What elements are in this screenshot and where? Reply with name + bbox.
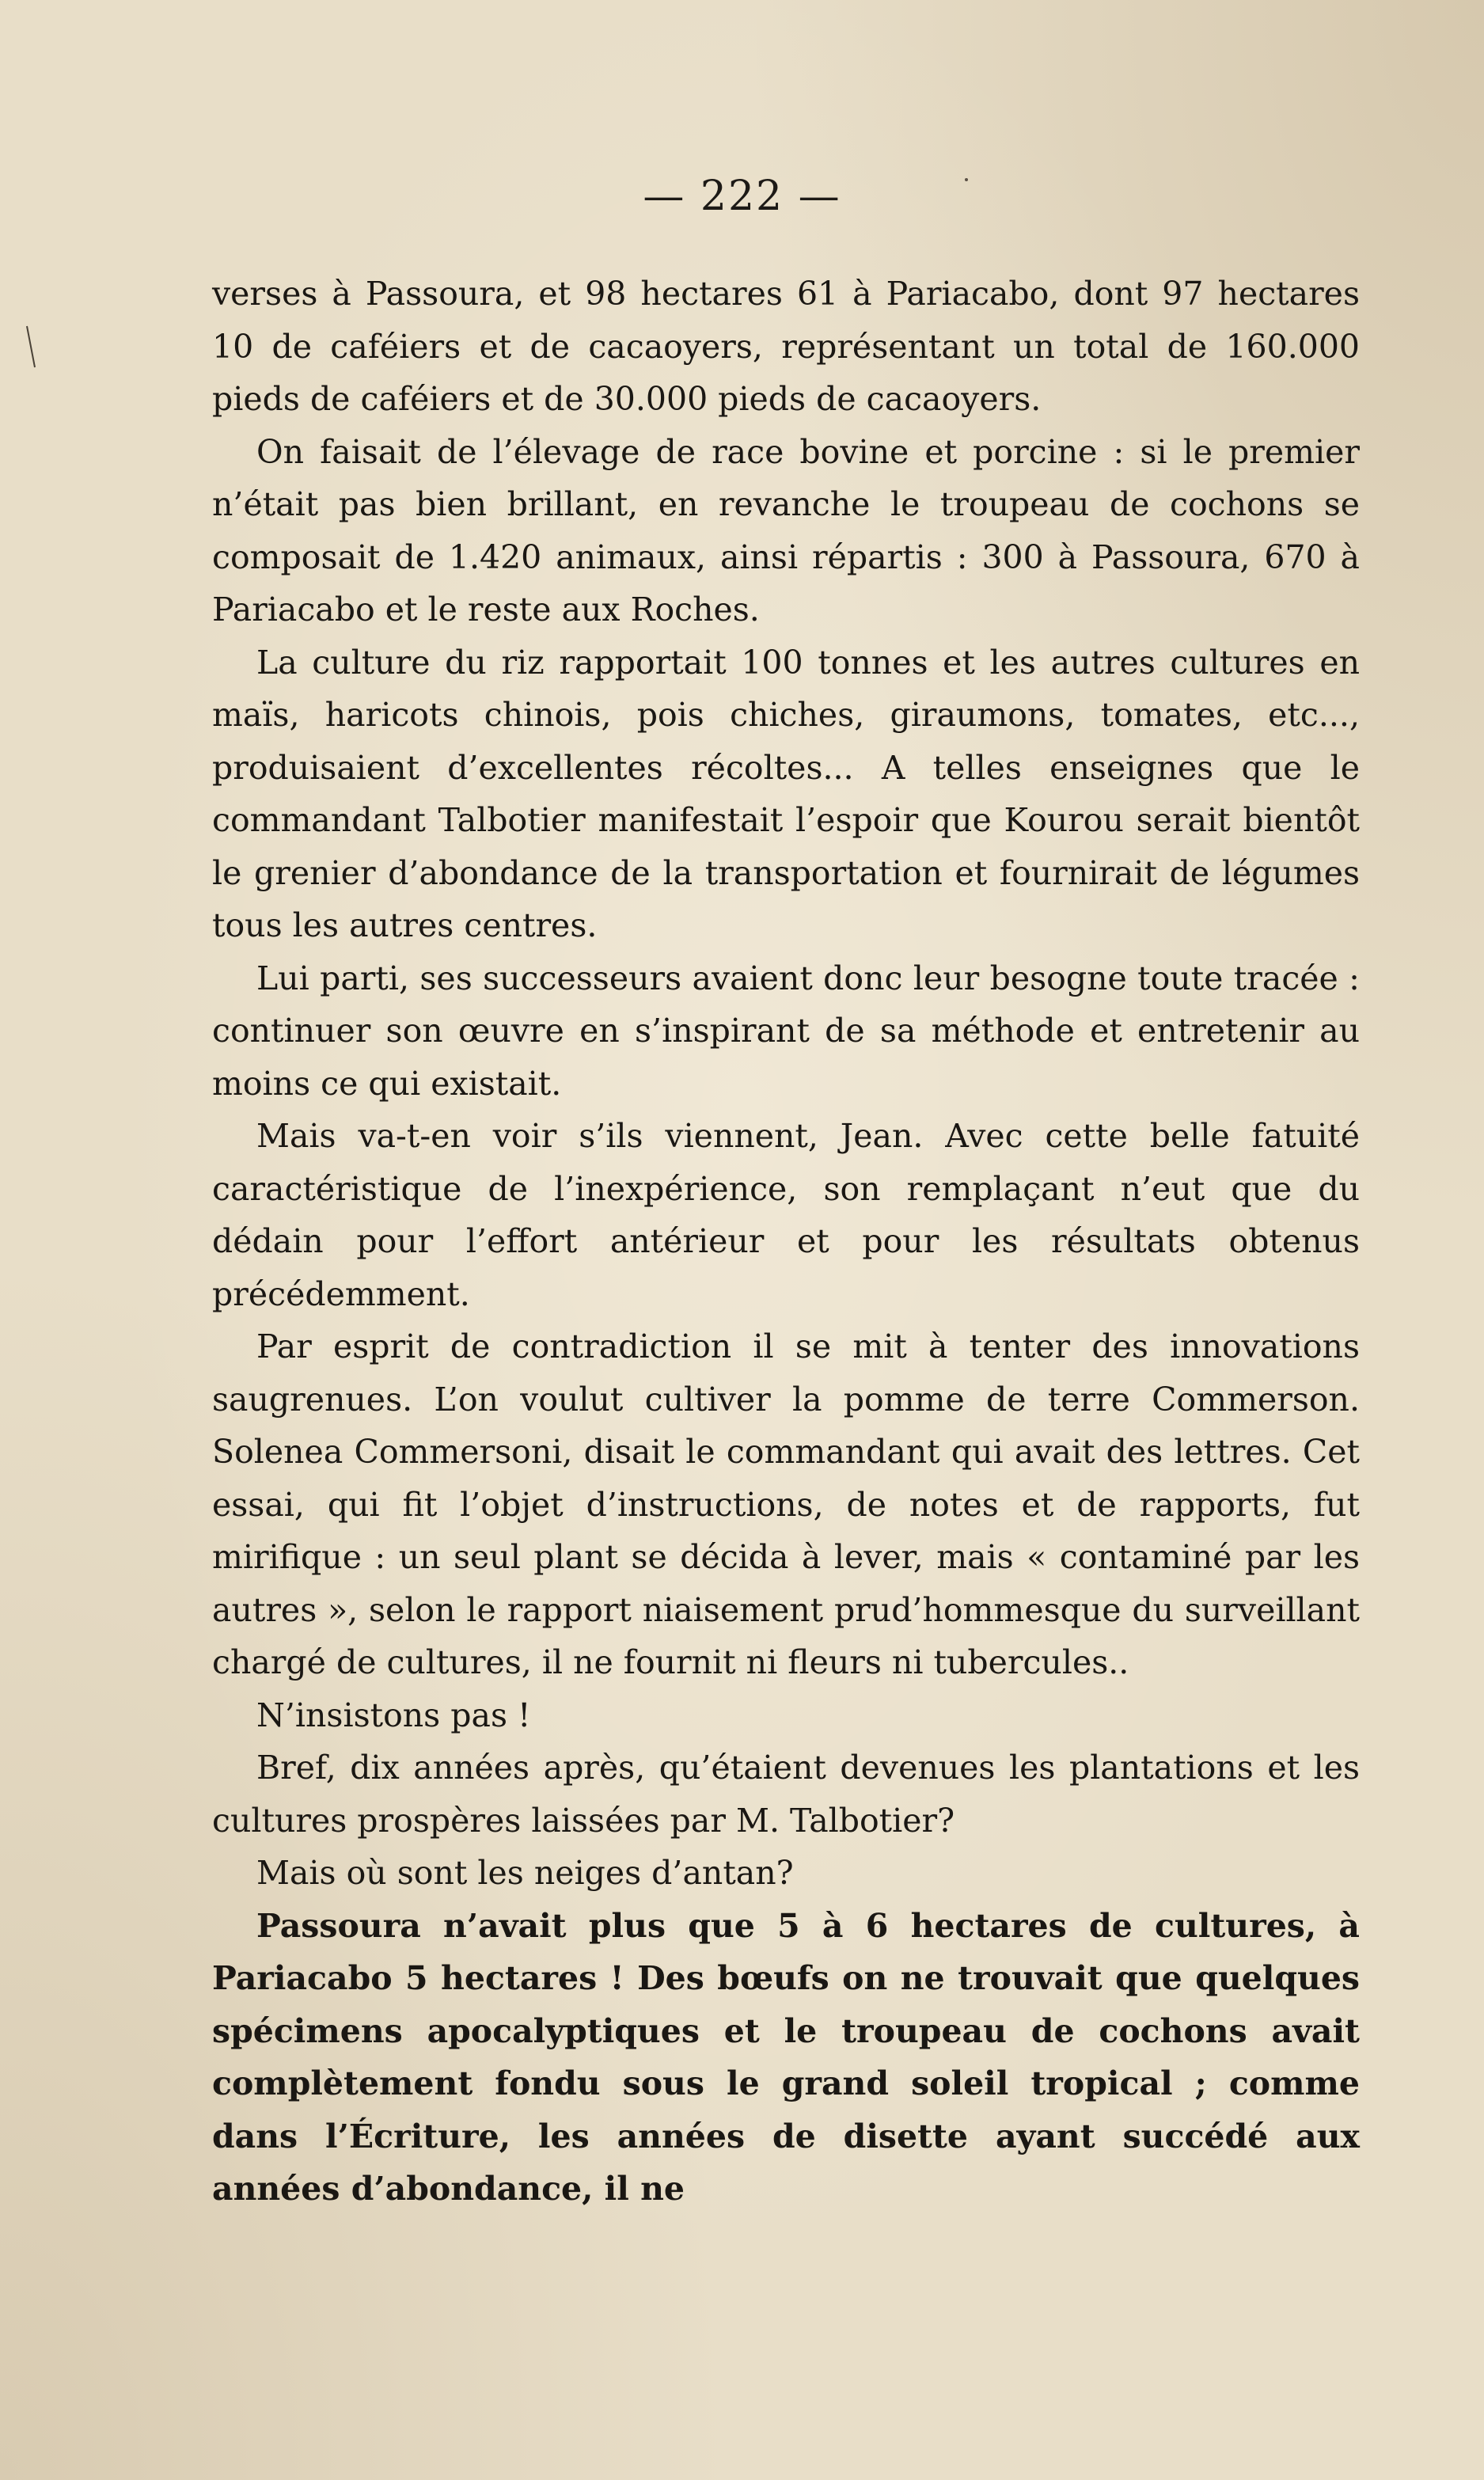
paragraph: verses à Passoura, et 98 hectares 61 à Pariacabo, dont 97 hectares 10 de caféiers et de cacaoyers, représentant un total de 160.000 pieds de caféiers et de 30.000 pieds de cacaoyers. bbox=[212, 275, 1360, 418]
page-number: — 222 — bbox=[643, 173, 841, 220]
paragraph: Par esprit de contradiction il se mit à tenter des innovations saugrenues. L’on voulut cultiver la pomme de terre Commerson. Solenea Commersoni, disait le commandant qui avait des lettres. Cet essai, qui fit l’objet d’instructions, de notes et de rapports, fut mirifique : un seul plant se décida à lever, mais « contaminé par les autres », selon le rapport niaisement prud’hommesque du surveillant chargé de cultures, il ne fournit ni fleurs ni tubercules.. bbox=[212, 1327, 1360, 1681]
paragraph: Lui parti, ses successeurs avaient donc leur besogne toute tracée : continuer son œuvre en s’inspirant de sa méthode et entretenir au moins ce qui existait. bbox=[212, 959, 1360, 1103]
body-text bbox=[212, 268, 1360, 2216]
paragraph: On faisait de l’élevage de race bovine et porcine : si le premier n’était pas bien brillant, en revanche le troupeau de cochons se composait de 1.420 animaux, ainsi répartis : 300 à Passoura, 670 à Pariacabo et le reste aux Roches. bbox=[212, 432, 1360, 629]
paragraph: N’insistons pas ! bbox=[256, 1696, 531, 1734]
paragraph: La culture du riz rapportait 100 tonnes et les autres cultures en maïs, haricots chinois, pois chiches, giraumons, tomates, etc..., produisaient d’excellentes récoltes... A telles enseignes que le commandant Talbotier manifestait l’espoir que Kourou serait bientôt le grenier d’abondance de la transportation et fournirait de légumes tous les autres centres. bbox=[212, 643, 1360, 944]
paragraph: Mais où sont les neiges d’antan? bbox=[256, 1854, 794, 1892]
print-speck bbox=[962, 176, 970, 184]
paragraph: Bref, dix années après, qu’étaient devenues les plantations et les cultures prospères laissées par M. Talbotier? bbox=[212, 1749, 1360, 1840]
margin-mark bbox=[24, 325, 40, 372]
paragraph: Passoura n’avait plus que 5 à 6 hectares de cultures, à Pariacabo 5 hectares ! Des bœufs on ne trouvait que quelques spécimens apocalyptiques et le troupeau de cochons avait complètement fondu sous le grand soleil tropical ; comme dans l’Écriture, les années de disette ayant succédé aux années d’abondance, il ne bbox=[212, 1906, 1360, 2208]
paragraph: Mais va-t-en voir s’ils viennent, Jean. Avec cette belle fatuité caractéristique de l’inexpérience, son remplaçant n’eut que du dédain pour l’effort antérieur et pour les résultats obtenus précédemment. bbox=[212, 1117, 1360, 1313]
